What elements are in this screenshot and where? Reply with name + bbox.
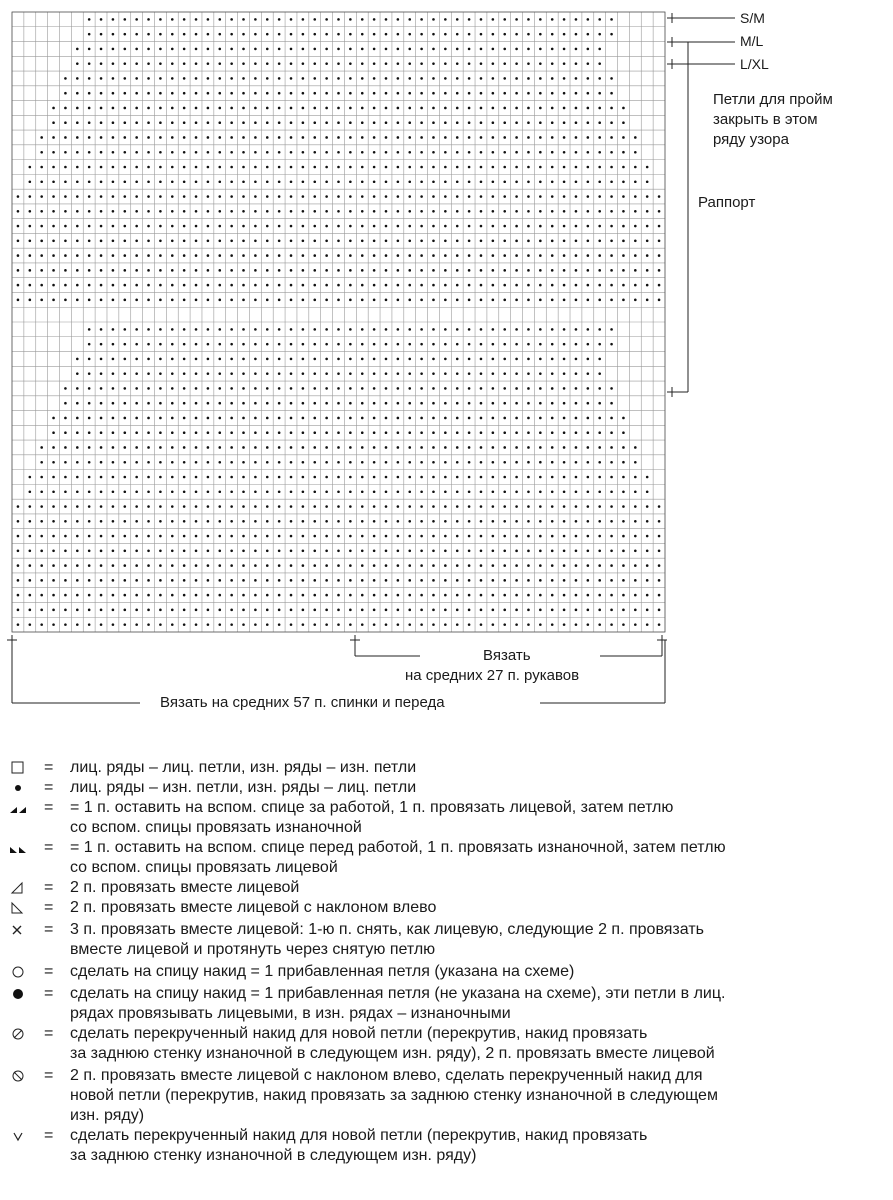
legend-text bbox=[70, 1126, 880, 1166]
legend-text bbox=[70, 898, 880, 918]
grid-lines bbox=[12, 12, 665, 632]
legend-equals: = bbox=[44, 759, 54, 776]
armhole-note-line3: ряду узора bbox=[713, 131, 789, 148]
legend-equals: = bbox=[44, 985, 54, 1002]
yo-open-icon bbox=[8, 962, 32, 982]
legend-equals: = bbox=[44, 1127, 54, 1144]
legend-line: 3 п. провязать вместе лицевой: 1-ю п. снять, как лицевую, следующие 2 п. провязать bbox=[70, 921, 704, 938]
legend-equals: = bbox=[44, 799, 54, 816]
legend-line: за заднюю стенку изнаночной в следующем изн. ряду), 2 п. провязать вместе лицевой bbox=[70, 1045, 715, 1062]
size-marker-sm: S/M bbox=[740, 10, 765, 26]
legend-line: за заднюю стенку изнаночной в следующем изн. ряду) bbox=[70, 1147, 477, 1164]
legend-equals: = bbox=[44, 779, 54, 796]
legend-line: 2 п. провязать вместе лицевой с наклоном влево, сделать перекрученный накид для bbox=[70, 1067, 703, 1084]
legend-line: = 1 п. оставить на вспом. спице перед работой, 1 п. провязать изнаночной, затем петлю bbox=[70, 839, 726, 856]
legend-equals: = bbox=[44, 879, 54, 896]
legend-line: сделать на спицу накид = 1 прибавленная петля (указана на схеме) bbox=[70, 963, 575, 980]
legend-line: со вспом. спицы провязать изнаночной bbox=[70, 819, 362, 836]
legend-line: лиц. ряды – лиц. петли, изн. ряды – изн. петли bbox=[70, 759, 417, 776]
legend-line: сделать на спицу накид = 1 прибавленная петля (не указана на схеме), эти петли в лиц. bbox=[70, 985, 726, 1002]
yo-filled-icon bbox=[8, 984, 32, 1004]
sleeve-label-line2: на средних 27 п. рукавов bbox=[405, 667, 580, 684]
legend-equals: = bbox=[44, 899, 54, 916]
legend-text bbox=[70, 1066, 880, 1126]
legend-line: сделать перекрученный накид для новой петли (перекрутив, накид провязать bbox=[70, 1025, 648, 1042]
x-icon bbox=[8, 920, 32, 940]
twisted-yo-icon bbox=[8, 1024, 32, 1044]
legend-line: лиц. ряды – изн. петли, изн. ряды – лиц. петли bbox=[70, 779, 417, 796]
v-icon bbox=[8, 1126, 32, 1146]
cross-left-icon bbox=[8, 838, 32, 858]
twisted-yo-ssk-icon bbox=[8, 1066, 32, 1086]
legend-line: вместе лицевой и протянуть через снятую петлю bbox=[70, 941, 436, 958]
sleeve-label-line1: Вязать bbox=[483, 647, 531, 664]
legend-line: рядах провязывать лицевыми, в изн. рядах – изнаночными bbox=[70, 1005, 511, 1022]
armhole-note-line1: Петли для пройм bbox=[713, 91, 833, 108]
body-label: Вязать на средних 57 п. спинки и переда bbox=[160, 694, 445, 711]
legend-line: = 1 п. оставить на вспом. спице за работой, 1 п. провязать лицевой, затем петлю bbox=[70, 799, 674, 816]
legend-line: 2 п. провязать вместе лицевой с наклоном влево bbox=[70, 899, 437, 916]
legend-text bbox=[70, 758, 880, 778]
legend-text bbox=[70, 778, 880, 798]
legend-text bbox=[70, 984, 880, 1024]
legend-text bbox=[70, 920, 880, 960]
repeat-label: Раппорт bbox=[698, 194, 756, 211]
legend-line: изн. ряду) bbox=[70, 1107, 145, 1124]
armhole-note-line2: закрыть в этом bbox=[713, 111, 818, 128]
legend-text bbox=[70, 1024, 880, 1064]
empty-square-icon bbox=[8, 758, 32, 778]
legend-equals: = bbox=[44, 921, 54, 938]
ssk-icon bbox=[8, 898, 32, 918]
dot-icon bbox=[8, 778, 32, 798]
chart-brackets bbox=[7, 13, 735, 703]
legend-equals: = bbox=[44, 963, 54, 980]
cross-right-icon bbox=[8, 798, 32, 818]
legend-text bbox=[70, 838, 880, 878]
legend-equals: = bbox=[44, 839, 54, 856]
k2tog-icon bbox=[8, 878, 32, 898]
size-marker-lxl: L/XL bbox=[740, 56, 769, 72]
legend-line: сделать перекрученный накид для новой петли (перекрутив, накид провязать bbox=[70, 1127, 648, 1144]
legend-text bbox=[70, 798, 880, 838]
legend-line: 2 п. провязать вместе лицевой bbox=[70, 879, 300, 896]
legend-text bbox=[70, 962, 880, 982]
legend-text bbox=[70, 878, 880, 898]
legend-equals: = bbox=[44, 1067, 54, 1084]
legend-line: со вспом. спицы провязать лицевой bbox=[70, 859, 338, 876]
size-marker-ml: M/L bbox=[740, 33, 764, 49]
legend-line: новой петли (перекрутив, накид провязать за заднюю стенку изнаночной в следующем bbox=[70, 1087, 718, 1104]
chart-grid bbox=[12, 12, 665, 632]
legend-equals: = bbox=[44, 1025, 54, 1042]
